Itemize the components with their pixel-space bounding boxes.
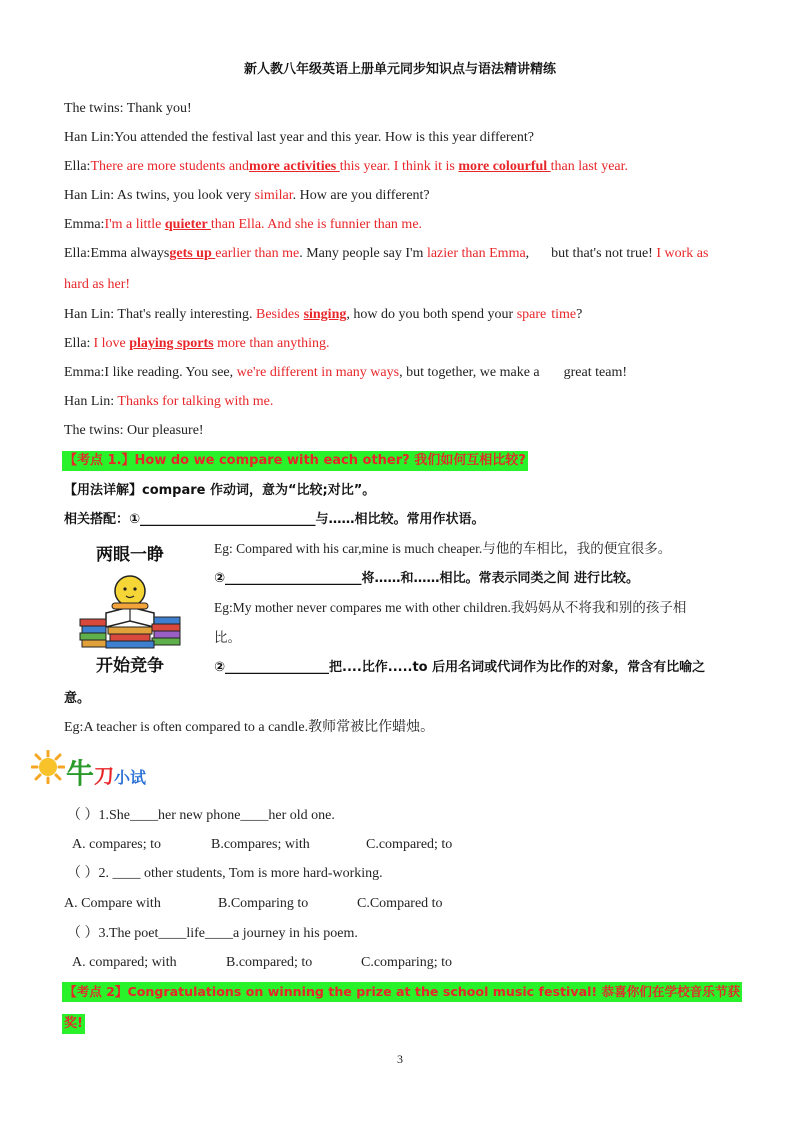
collocation-meaning: 与……相比较。常用作状语。 [315, 512, 485, 527]
point-2-heading: 【考点 2】Congratulations on winning the prize at the school music festival! 恭喜你们在学校音乐节获 [62, 982, 742, 1002]
answer-text: There are more students and [90, 159, 250, 174]
collocation-line [214, 570, 639, 588]
answer-text: we're different in many ways [236, 365, 400, 380]
answer-text: lazier than Emma [426, 246, 526, 261]
answer-text: I work as [656, 246, 709, 261]
slogan-bottom: 开始竞争 [96, 656, 164, 675]
example-sentence: Eg:My mother never compares me with other children.我妈妈从不将我和别的孩子相 [214, 600, 687, 615]
line-text: . How are you different? [292, 188, 430, 203]
usage-explanation: 【用法详解】compare 作动词，意为“比较;对比”。 [64, 483, 376, 498]
answer-text: earlier than me [215, 246, 300, 261]
line-text: Han Lin: [64, 394, 118, 409]
speaker: Ella: [64, 246, 91, 261]
line-text: but that's not true! [551, 246, 657, 261]
dialogue-line [64, 393, 273, 411]
option-b: B.compared; to [226, 955, 313, 970]
line-text: , [525, 246, 530, 261]
answer-blank: playing sports [129, 336, 214, 351]
question-2: （ ）2. ____ other students, Tom is more hard-working. [67, 866, 383, 881]
option-a: A. Compare with [64, 896, 161, 911]
heading-mid-char: 刀 [94, 764, 115, 788]
answer-blank: singing [303, 307, 347, 322]
option-c: C.comparing; to [361, 955, 452, 970]
option-b: B.Comparing to [218, 896, 309, 911]
answer-text: I'm a little [104, 217, 165, 232]
collocation-meaning: 把....比作.....to 后用名词或代词作为比作的对象，常含有比喻之 [329, 660, 706, 675]
dialogue-line: hard as her! [64, 277, 131, 292]
answer-blank: more colourful [458, 159, 551, 174]
line-text: great team! [563, 365, 627, 380]
example-sentence-cont: 比。 [214, 630, 241, 645]
illustration-boy-reading [76, 541, 184, 675]
answer-text: than last year. [550, 159, 629, 174]
heading-small-chars: 小试 [114, 768, 147, 787]
option-a: A. compares; to [72, 837, 162, 852]
line-text: Emma always [90, 246, 170, 261]
dialogue-line [64, 364, 627, 382]
speaker: Ella: [64, 159, 91, 174]
collocation-cont: 意。 [64, 691, 91, 706]
fill-blank: ___________________________ [140, 512, 316, 527]
answer-blank: gets up [169, 246, 216, 261]
fill-blank: ________________ [225, 660, 330, 675]
answer-blank: quieter [164, 217, 211, 232]
example-sentence: Eg: Compared with his car,mine is much cheaper.与他的车相比，我的便宜很多。 [214, 541, 672, 556]
dialogue-line: The twins: Thank you! [64, 101, 192, 116]
slogan-top: 两眼一睁 [96, 545, 164, 565]
collocation-label: 相关搭配：① [64, 512, 141, 527]
dialogue-line [64, 245, 708, 263]
answer-text: time [551, 307, 577, 322]
answer-text: similar [254, 188, 293, 203]
option-c: C.compared; to [366, 837, 453, 852]
answer-text: more than anything. [213, 336, 330, 351]
dialogue-line [64, 335, 330, 353]
answer-blank: more activities [249, 159, 340, 174]
line-text: . Many people say I'm [299, 246, 427, 261]
dialogue-line [64, 216, 422, 234]
example-sentence: Eg:A teacher is often compared to a candle.教师常被比作蜡烛。 [64, 720, 435, 735]
page-header: 新人教八年级英语上册单元同步知识点与语法精讲精练 [243, 62, 556, 77]
option-a: A. compared; with [72, 955, 177, 970]
collocation-line [214, 659, 705, 677]
heading-big-char: 牛 [66, 757, 95, 790]
answer-text: Thanks for talking with me. [117, 394, 274, 409]
fill-blank: _____________________ [225, 571, 362, 586]
line-text: ? [576, 307, 583, 322]
line-text: Han Lin: That's really interesting. [64, 307, 256, 322]
page-number: 3 [397, 1052, 403, 1066]
answer-text: I love [93, 336, 130, 351]
line-text: , how do you both spend your [346, 307, 517, 322]
dialogue-line [64, 158, 628, 176]
line-text: Emma:I like reading. You see, [64, 365, 237, 380]
answer-text: than Ella. And she is funnier than me. [210, 217, 423, 232]
collocation-label: ② [214, 660, 226, 675]
answer-text: spare [516, 307, 547, 322]
collocation-meaning: 将……和……相比。常表示同类之间 进行比较。 [361, 571, 640, 586]
answer-text: Besides [256, 307, 300, 322]
line-text: Han Lin: As twins, you look very [64, 188, 255, 203]
speaker: Emma: [64, 217, 105, 232]
boy-reading-icon [76, 541, 184, 675]
collocation-line [64, 511, 485, 529]
question-3: （ ）3.The poet____life____a journey in his poem. [67, 926, 358, 941]
dialogue-line [64, 306, 582, 324]
question-1: （ ）1.She____her new phone____her old one. [67, 808, 335, 823]
sun-icon [31, 750, 65, 784]
dialogue-line [64, 187, 430, 205]
speaker: Ella: [64, 336, 91, 351]
dialogue-line: Han Lin:You attended the festival last year and this year. How is this year different? [64, 130, 534, 145]
collocation-label: ② [214, 571, 226, 586]
line-text: , but together, we make a [399, 365, 540, 380]
point-1-heading: 【考点 1.】How do we compare with each other? 我们如何互相比较? [62, 451, 528, 471]
point-2-heading-cont: 奖! [62, 1014, 85, 1034]
answer-text: this year. I think it is [339, 159, 459, 174]
dialogue-line: The twins: Our pleasure! [64, 423, 204, 438]
option-c: C.Compared to [357, 896, 443, 911]
option-b: B.compares; with [211, 837, 310, 852]
exercise-heading [66, 752, 146, 792]
